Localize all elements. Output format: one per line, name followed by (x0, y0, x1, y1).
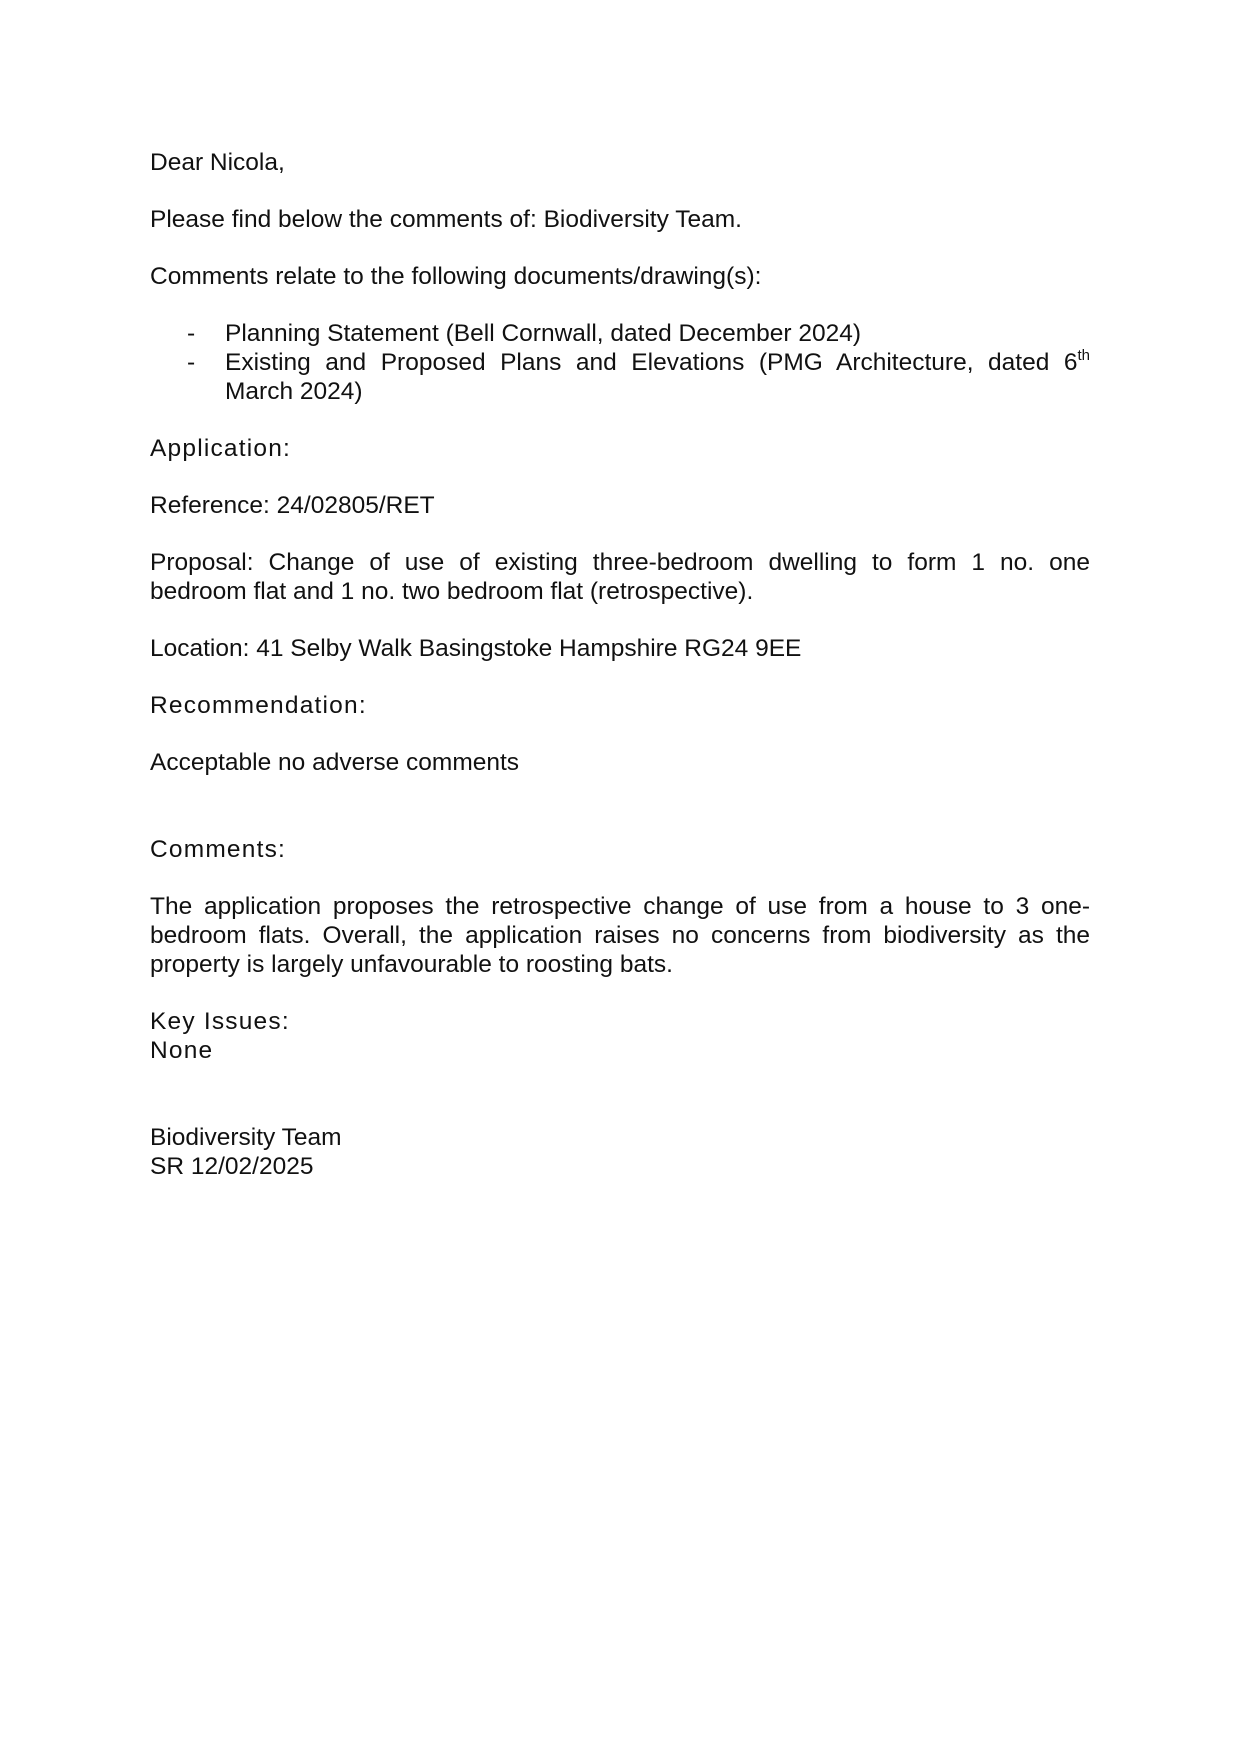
documents-heading: Comments relate to the following documents/drawing(s): (150, 263, 762, 290)
comments-label: Comments: (150, 836, 287, 863)
recommendation-label: Recommendation: (150, 692, 367, 719)
document-text-end: March 2024) (225, 378, 363, 405)
key-issues-value: None (150, 1037, 214, 1064)
list-item (150, 348, 1090, 406)
ordinal-suffix: th (1077, 347, 1090, 364)
list-item (150, 319, 1090, 348)
document-text: Planning Statement (Bell Cornwall, dated December 2024) (225, 320, 861, 347)
intro-text: Please find below the comments of: Biodiversity Team. (150, 206, 742, 233)
letter-page (150, 148, 1090, 1181)
comments-text: The application proposes the retrospective change of use from a house to 3 one-bedroom flats. Overall, the application raises no concerns from biodiversity as the property is largely unfavourable to roosting bats. (150, 893, 1090, 978)
reference: Reference: 24/02805/RET (150, 492, 435, 519)
application-label: Application: (150, 435, 292, 462)
key-issues-label: Key Issues: (150, 1008, 290, 1035)
recommendation: Acceptable no adverse comments (150, 749, 520, 776)
signoff-initials-date: SR 12/02/2025 (150, 1153, 314, 1180)
list-bullet: - (187, 320, 196, 347)
signoff-team: Biodiversity Team (150, 1124, 342, 1151)
list-bullet: - (187, 349, 196, 376)
location: Location: 41 Selby Walk Basingstoke Hampshire RG24 9EE (150, 635, 802, 662)
document-text: Existing and Proposed Plans and Elevations (PMG Architecture, dated 6 (225, 349, 1078, 376)
proposal: Proposal: Change of use of existing three-bedroom dwelling to form 1 no. one bedroom flat and 1 no. two bedroom flat (retrospective). (150, 549, 1090, 605)
documents-list (150, 319, 1090, 406)
greeting: Dear Nicola, (150, 149, 285, 176)
